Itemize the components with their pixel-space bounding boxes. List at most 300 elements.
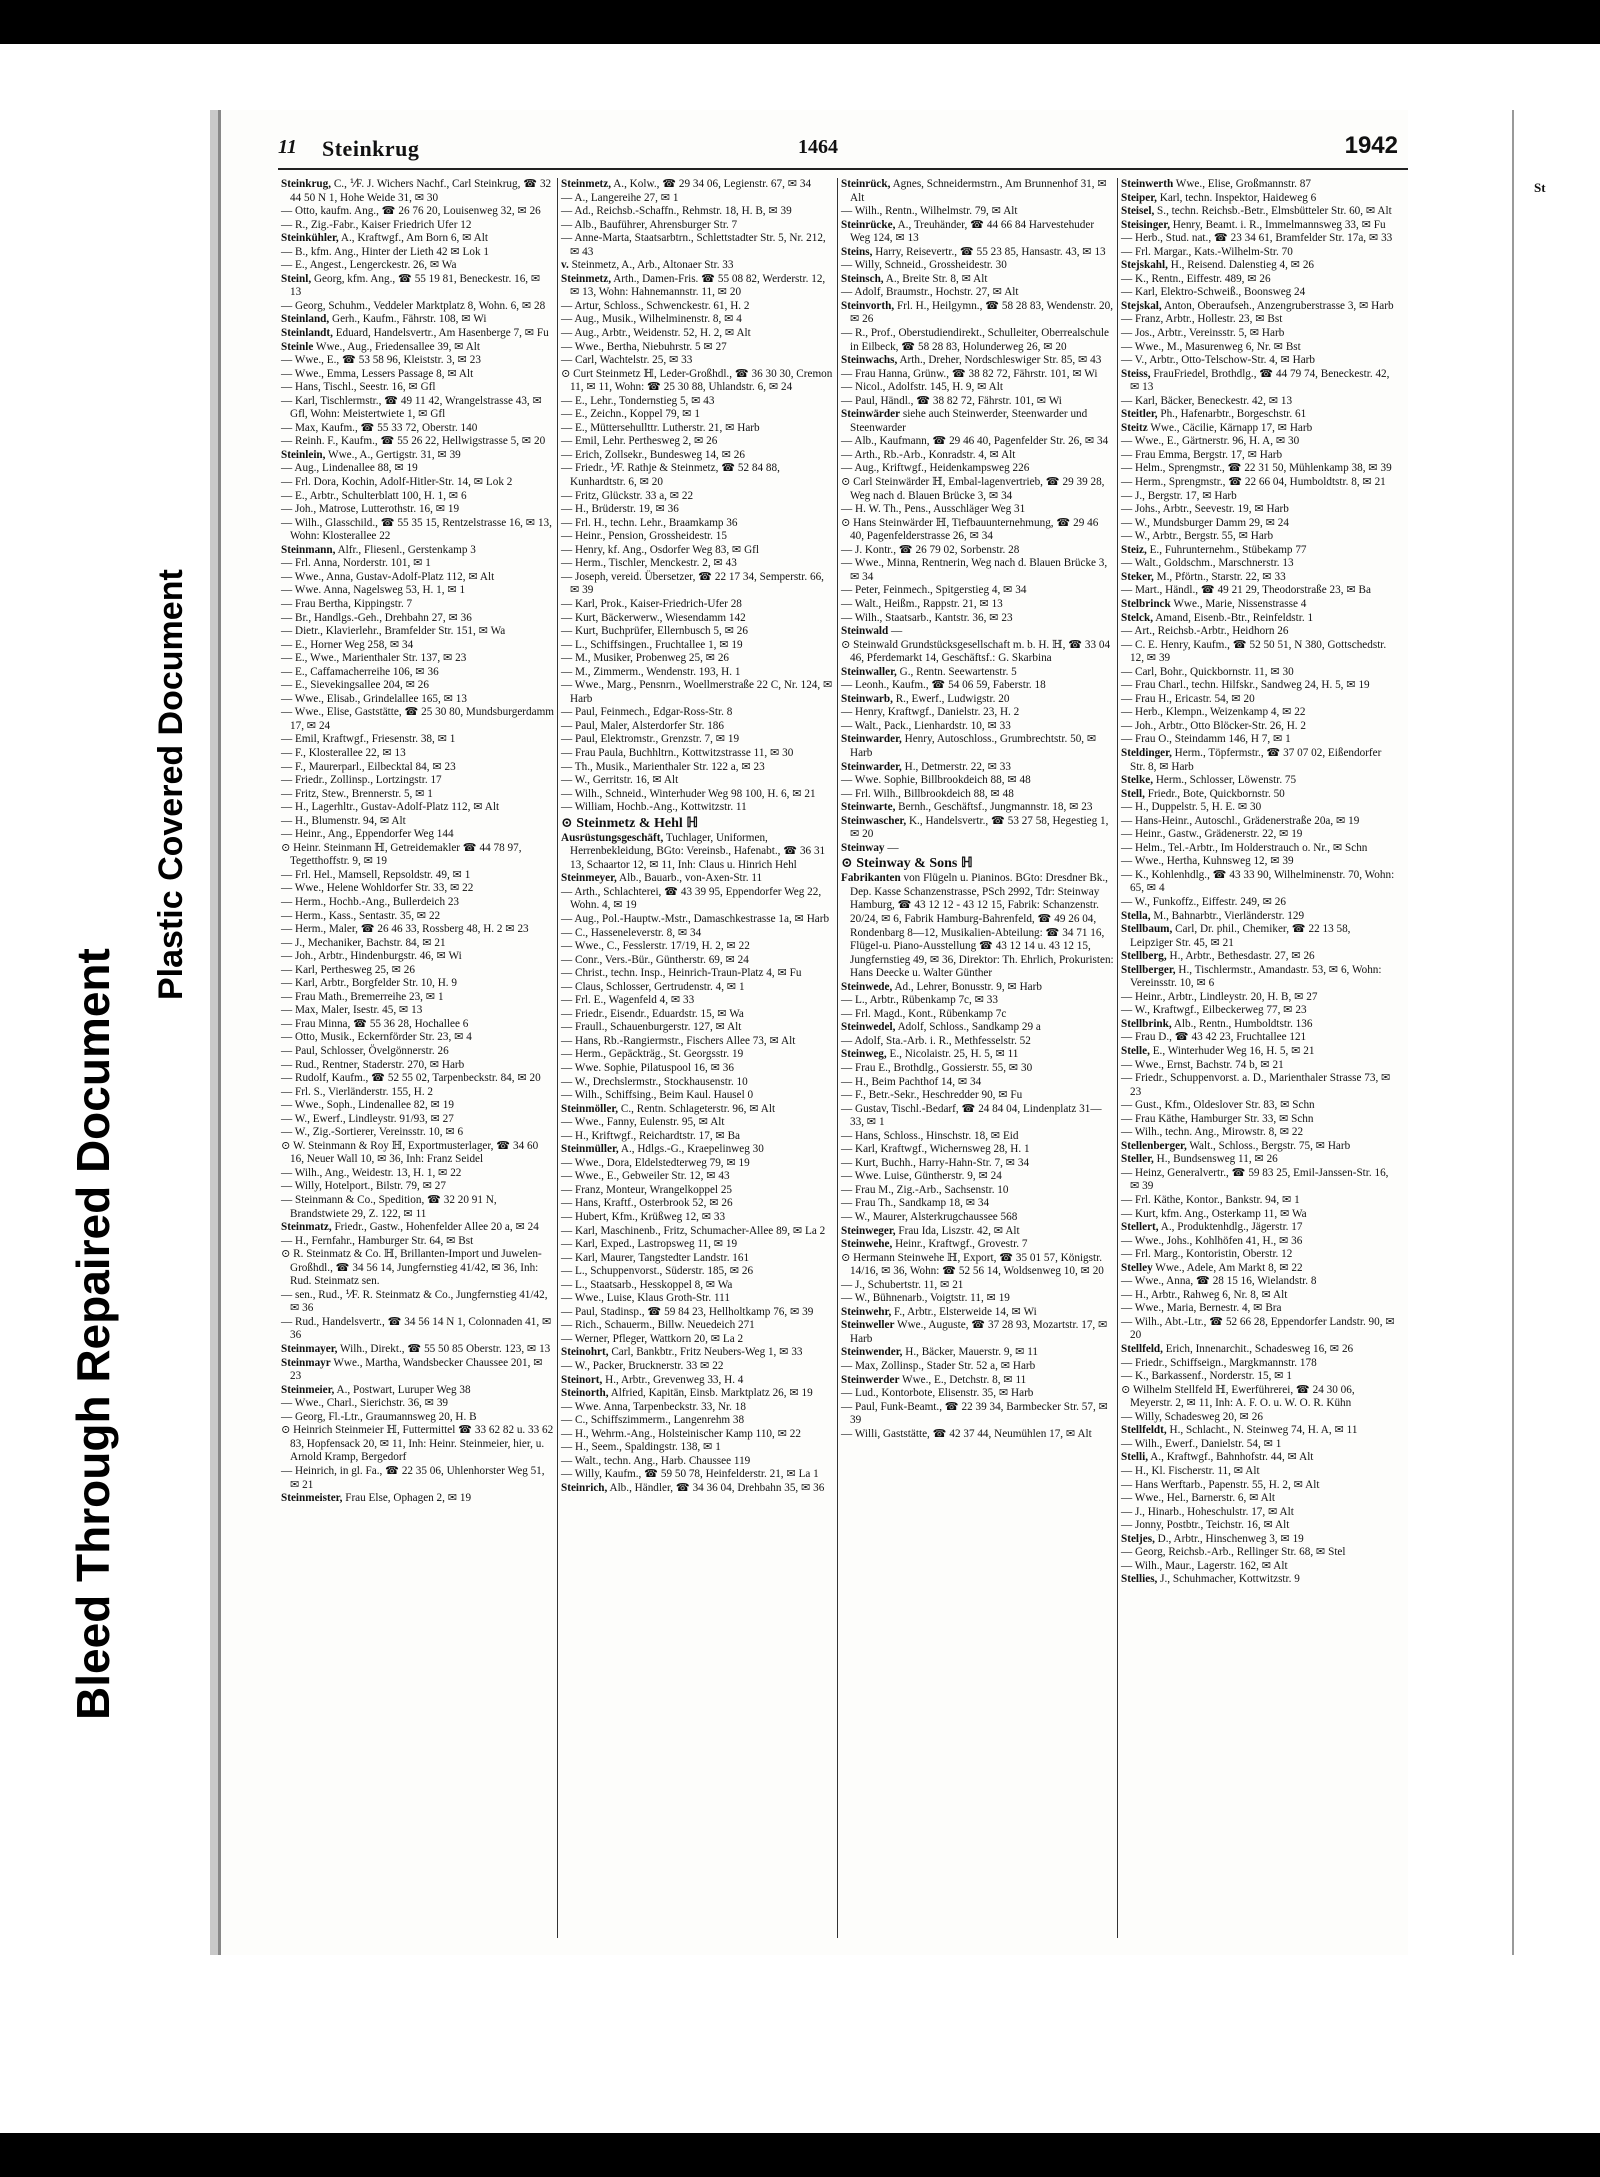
- directory-entry: — W., Gerritstr. 16, ✉ Alt: [561, 774, 679, 787]
- directory-entry: Steinweller Wwe., Auguste, ☎ 37 28 93, Mozartstr. 17, ✉ Harb: [841, 1319, 1108, 1345]
- directory-entry: — L., Schuppenvorst., Süderstr. 185, ✉ 26: [561, 1265, 754, 1278]
- directory-entry: — Artur, Schloss., Schwenckestr. 61, H. 2: [561, 299, 750, 312]
- directory-entry: — Karl, Elektro-Schweiß., Boonsweg 24: [1121, 286, 1306, 299]
- directory-entry: — Willy, Schadesweg 20, ✉ 26: [1121, 1410, 1263, 1423]
- directory-entry: Stellfeld, Erich, Innenarchit., Schadesweg 16, ✉ 26: [1121, 1343, 1354, 1356]
- directory-entry: — H., Kl. Fischerstr. 11, ✉ Alt: [1121, 1464, 1260, 1477]
- directory-entry: Stellberger, H., Tischlermstr., Amandastr. 53, ✉ 6, Wohn: Vereinsstr. 10, ✉ 6: [1121, 963, 1382, 990]
- directory-entry: — Frl. E., Wagenfeld 4, ✉ 33: [561, 994, 695, 1007]
- directory-entry: — L., Schiffsingen., Fruchtallee 1, ✉ 19: [561, 638, 743, 651]
- directory-entry: — Otto, Musik., Eckernförder Str. 23, ✉ 4: [281, 1031, 472, 1044]
- directory-entry: — Paul, Funk-Beamt., ☎ 22 39 34, Barmbecker Str. 57, ✉ 39: [841, 1400, 1108, 1427]
- directory-entry: Steinorth, Alfried, Kapitän, Einsb. Marktplatz 26, ✉ 19: [561, 1387, 813, 1400]
- directory-entry: — E., Wwe., Marienthaler Str. 137, ✉ 23: [281, 652, 467, 665]
- header-year: 1942: [1344, 132, 1398, 159]
- directory-entry: — Frau E., Brothdlg., Gossierstr. 55, ✉ 30: [841, 1062, 1033, 1074]
- directory-entry: — Karl, Perthesweg 25, ✉ 26: [281, 963, 415, 976]
- directory-entry: — Hans, Rb.-Rangiermstr., Fischers Allee 73, ✉ Alt: [561, 1034, 796, 1047]
- column-3: [838, 178, 1118, 1938]
- directory-entry: — Aug., Arbtr., Weidenstr. 52, H. 2, ✉ Alt: [561, 327, 751, 340]
- directory-entry: — Frau Charl., techn. Hilfskr., Sandweg 24, H. 5, ✉ 19: [1121, 679, 1370, 692]
- directory-entry: Steinmayer, Wilh., Direkt., ☎ 55 50 85 Oberstr. 123, ✉ 13: [281, 1343, 551, 1356]
- directory-entry: — Herm., Sprengmstr., ☎ 22 66 04, Humboldtstr. 8, ✉ 21: [1121, 476, 1386, 489]
- directory-entry: — M., Musiker, Probenweg 25, ✉ 26: [561, 652, 730, 665]
- directory-entry: — Wwe., Charl., Sierichstr. 36, ✉ 39: [281, 1397, 449, 1410]
- directory-entry: — Frau Käthe, Hamburger Str. 33, ✉ Schn: [1121, 1112, 1314, 1125]
- directory-entry: — H., Arbtr., Rahweg 6, Nr. 8, ✉ Alt: [1121, 1288, 1288, 1301]
- directory-entry: — J., Hinarb., Hoheschulstr. 17, ✉ Alt: [1121, 1505, 1294, 1518]
- directory-entry: — Karl, Bäcker, Beneckestr. 42, ✉ 13: [1121, 394, 1293, 407]
- directory-entry: — Frau D., ☎ 43 42 23, Fruchtallee 121: [1121, 1031, 1307, 1044]
- directory-entry: — Frau Hanna, Grünw., ☎ 38 82 72, Fährstr. 101, ✉ Wi: [841, 367, 1098, 380]
- directory-entry: — E., Sievekingsallee 204, ✉ 26: [281, 679, 429, 692]
- directory-entry: — Herm., Tischler, Menckestr. 2, ✉ 43: [561, 557, 737, 570]
- directory-entry: — B., kfm. Ang., Hinter der Lieth 42 ✉ Lok 1: [281, 245, 489, 258]
- directory-entry: — Max, Maler, Isestr. 45, ✉ 13: [281, 1004, 423, 1017]
- directory-entry: — H., Lagerhltr., Gustav-Adolf-Platz 112, ✉ Alt: [281, 801, 500, 814]
- directory-entry: — Friedr., Eisendr., Eduardstr. 15, ✉ Wa: [561, 1007, 744, 1020]
- directory-entry: Steinwerth Wwe., Elise, Großmannstr. 87: [1121, 178, 1311, 190]
- directory-entry: ⊙ W. Steinmann & Roy ℍ, Exportmusterlager, ☎ 34 60 16, Neuer Wall 10, ✉ 36, Inh: Franz Seidel: [281, 1139, 539, 1166]
- adjacent-page-edge: [1512, 110, 1600, 1955]
- directory-entry: — H., Seem., Spaldingstr. 138, ✉ 1: [561, 1441, 721, 1454]
- directory-entry: — Heinr., Arbtr., Lindleystr. 20, H. B, ✉ 27: [1121, 990, 1318, 1003]
- directory-entry: — Steinmann & Co., Spedition, ☎ 32 20 91 N, Brandstwiete 29, Z. 122, ✉ 11: [281, 1194, 497, 1220]
- directory-entry: Steinlein, Wwe., A., Gertigstr. 31, ✉ 39: [281, 448, 461, 461]
- directory-entry: — Hans, Tischl., Seestr. 16, ✉ Gfl: [281, 381, 436, 394]
- column-1: [278, 178, 558, 1938]
- directory-entry: — W., Arbtr., Bergstr. 55, ✉ Harb: [1121, 530, 1274, 543]
- directory-entry: — H. W. Th., Pens., Ausschläger Weg 31: [841, 503, 1026, 516]
- directory-entry: Steisinger, Henry, Beamt. i. R., Immelmannsweg 33, ✉ Fu: [1121, 218, 1386, 231]
- directory-entry: — Wilh., Schiffsing., Beim Kaul. Hausel 0: [561, 1089, 754, 1102]
- directory-entry: ⊙ Hans Steinwärder ℍ, Tiefbauunternehmung, ☎ 29 46 40, Pagenfelderstrasse 26, ✉ 34: [841, 516, 1099, 543]
- directory-entry: ⊙ R. Steinmatz & Co. ℍ, Brillanten-Import und Juwelen-Großhdl., ☎ 34 56 14, Jungfernstieg 41/42, ✉ 36, Inh: Rud. Steinmatz sen.: [281, 1248, 542, 1288]
- directory-entry: — Wilh., Maur., Lagerstr. 162, ✉ Alt: [1121, 1559, 1288, 1572]
- directory-entry: Stelke, Herm., Schlosser, Löwenstr. 75: [1121, 774, 1297, 787]
- directory-entry: — Wwe., Maria, Bernestr. 4, ✉ Bra: [1121, 1302, 1282, 1315]
- directory-entry: Steinweger, Frau Ida, Liszstr. 42, ✉ Alt: [841, 1224, 1020, 1237]
- directory-entry: Steinort, H., Arbtr., Grevenweg 33, H. 4: [561, 1373, 744, 1386]
- directory-entry: — Joseph, vereid. Übersetzer, ☎ 22 17 34, Semperstr. 66, ✉ 39: [561, 570, 824, 597]
- directory-entry: Stellfeldt, H., Schlacht., N. Steinweg 74, H. A, ✉ 11: [1121, 1424, 1358, 1437]
- directory-entry: — Willy, Kaufm., ☎ 59 50 78, Heinfelderstr. 21, ✉ La 1: [561, 1468, 819, 1481]
- directory-entry: — Adolf, Braumstr., Hochstr. 27, ✉ Alt: [841, 286, 1019, 299]
- directory-entry: Steinkrug, C., ⅟F. J. Wichers Nachf., Carl Steinkrug, ☎ 32 44 50 N 1, Hohe Weide 31, ✉ 30: [281, 178, 552, 204]
- directory-entry: — Ad., Reichsb.-Schaffn., Rehmstr. 18, H. B, ✉ 39: [561, 205, 792, 218]
- header-keyword: Steinkrug: [322, 136, 420, 161]
- directory-entry: — Frau M., Zig.-Arb., Sachsenstr. 10: [841, 1183, 1009, 1196]
- directory-entry: Steinwarder, H., Detmerstr. 22, ✉ 33: [841, 760, 1011, 773]
- directory-entry: — Georg, Schuhm., Veddeler Marktplatz 8, Wohn. 6, ✉ 28: [281, 299, 546, 312]
- directory-entry: — Aug., Lindenallee 88, ✉ 19: [281, 462, 418, 475]
- directory-entry: — Wilh., Schneid., Winterhuder Weg 98 100, H. 6, ✉ 21: [561, 787, 816, 800]
- directory-entry: — H., Fernfahr., Hamburger Str. 64, ✉ Bst: [281, 1234, 474, 1247]
- directory-entry: — Wwe., Minna, Rentnerin, Weg nach d. Blauen Brücke 3, ✉ 34: [841, 557, 1108, 583]
- directory-entry: Steinmöller, C., Rentn. Schlageterstr. 96, ✉ Alt: [561, 1102, 776, 1115]
- directory-entry: — Wwe., Helene Wohldorfer Str. 33, ✉ 22: [281, 882, 474, 895]
- directory-entry: — Friedr., ⅟F. Rathje & Steinmetz, ☎ 52 84 88, Kunhardtstr. 6, ✉ 20: [561, 462, 780, 489]
- directory-entry: — Gustav, Tischl.-Bedarf, ☎ 24 84 04, Lindenplatz 31—33, ✉ 1: [841, 1102, 1102, 1129]
- directory-entry: Steller, H., Bundsensweg 11, ✉ 26: [1121, 1153, 1278, 1166]
- directory-entry: — E., Lehr., Tondernstieg 5, ✉ 43: [561, 394, 715, 407]
- directory-entry: — Paul, Elektromstr., Grenzstr. 7, ✉ 19: [561, 733, 740, 746]
- directory-entry: — V., Arbtr., Otto-Telschow-Str. 4, ✉ Harb: [1121, 354, 1316, 367]
- directory-entry: Stelli, A., Kraftwgf., Bahnhofstr. 44, ✉ Alt: [1121, 1451, 1314, 1464]
- directory-entry: Steisel, S., techn. Reichsb.-Betr., Elmsbütteler Str. 60, ✉ Alt: [1121, 205, 1392, 218]
- directory-entry: — Paul, Feinmech., Edgar-Ross-Str. 8: [561, 706, 733, 719]
- directory-entry: — Frau H., Ericastr. 54, ✉ 20: [1121, 692, 1255, 705]
- scan-annotations: [30, 260, 200, 1720]
- directory-entry: — sen., Rud., ⅟F. R. Steinmatz & Co., Jungfernstieg 41/42, ✉ 36: [281, 1288, 548, 1315]
- directory-entry: Steljes, D., Arbtr., Hinschenweg 3, ✉ 19: [1121, 1532, 1304, 1545]
- directory-entry: — Frl. Margar., Kats.-Wilhelm-Str. 70: [1121, 245, 1293, 258]
- page-header: [278, 132, 1408, 170]
- directory-entry: Stellberg, H., Arbtr., Bethesdastr. 27, ✉ 26: [1121, 950, 1315, 963]
- directory-entry: — W., Packer, Brucknerstr. 33 ✉ 22: [561, 1360, 724, 1373]
- directory-entry: Steins, Harry, Reisevertr., ☎ 55 23 85, Hansastr. 43, ✉ 13: [841, 245, 1106, 258]
- directory-entry: — Heinr., Ang., Eppendorfer Weg 144: [281, 828, 454, 841]
- directory-entry: Steinwascher, K., Handelsvertr., ☎ 53 27 58, Hegestieg 1, ✉ 20: [841, 814, 1109, 841]
- directory-entry: — Walt., Goldschm., Marschnerstr. 13: [1121, 557, 1294, 570]
- directory-entry: Steinwede, Ad., Lehrer, Bonusstr. 9, ✉ Harb: [841, 980, 1042, 993]
- directory-entry: — F., Betr.-Sekr., Heschredder 90, ✉ Fu: [841, 1089, 1023, 1102]
- directory-entry: Stelbrinck Wwe., Marie, Nissenstrasse 4: [1121, 597, 1307, 610]
- directory-entry: — Wwe., Fanny, Eulenstr. 95, ✉ Alt: [561, 1116, 725, 1129]
- directory-entry: — Alb., Kaufmann, ☎ 29 46 40, Pagenfelder Str. 26, ✉ 34: [841, 435, 1109, 448]
- directory-entry: Stejskahl, H., Reisend. Dalenstieg 4, ✉ 26: [1121, 259, 1315, 272]
- directory-entry: — W., Ewerf., Lindleystr. 91/93, ✉ 27: [281, 1112, 454, 1125]
- directory-entry: — J., Bergstr. 17, ✉ Harb: [1121, 489, 1237, 502]
- directory-entry: — W., Bühnenarb., Voigtstr. 11, ✉ 19: [841, 1292, 1010, 1305]
- directory-entry: — Max, Zollinsp., Stader Str. 52 a, ✉ Harb: [841, 1360, 1036, 1373]
- directory-entry: — Hans, Kraftf., Osterbrook 52, ✉ 26: [561, 1197, 733, 1210]
- directory-entry: — R., Zig.-Fabr., Kaiser Friedrich Ufer 12: [281, 218, 472, 231]
- directory-entry: — Wwe. Anna, Nagelsweg 53, H. 1, ✉ 1: [281, 584, 466, 597]
- directory-entry: — Helm., Tel.-Arbtr., Im Holderstrauch o. Nr., ✉ Schn: [1121, 841, 1368, 854]
- directory-entry: — Wwe. Anna, Tarpenbeckstr. 33, Nr. 18: [561, 1400, 746, 1413]
- directory-entry: — Heinr., Pension, Grossheidestr. 15: [561, 530, 727, 543]
- directory-entry: — Paul, Maler, Alsterdorfer Str. 186: [561, 719, 724, 732]
- directory-entry: — J., Schubertstr. 11, ✉ 21: [841, 1278, 964, 1291]
- directory-entry: — Johs., Arbtr., Seevestr. 19, ✉ Harb: [1121, 503, 1289, 516]
- directory-entry: — Nicol., Adolfstr. 145, H. 9, ✉ Alt: [841, 381, 1003, 394]
- directory-entry: — F., Klosterallee 22, ✉ 13: [281, 746, 406, 759]
- directory-entry: — Heinrich, in gl. Fa., ☎ 22 35 06, Uhlenhorster Weg 51, ✉ 21: [281, 1464, 545, 1491]
- directory-entry: Steinwald —: [841, 625, 903, 638]
- directory-entry: Steitz Wwe., Cäcilie, Kärnapp 17, ✉ Harb: [1121, 421, 1313, 434]
- directory-entry: — Frl. Wilh., Billbrookdeich 88, ✉ 48: [841, 787, 1014, 800]
- directory-entry: — Gust., Kfm., Oldeslover Str. 83, ✉ Schn: [1121, 1099, 1315, 1112]
- directory-entry: — Wwe., Anna, ☎ 28 15 16, Wielandstr. 8: [1121, 1275, 1317, 1288]
- directory-entry: — Frl. Dora, Kochin, Adolf-Hitler-Str. 14, ✉ Lok 2: [281, 476, 513, 489]
- directory-entry: Steinmeyer, Alb., Bauarb., von-Axen-Str. 11: [561, 872, 763, 885]
- directory-entry: ⊙ Hermann Steinwehe ℍ, Export, ☎ 35 01 57, Königstr. 14/16, ✉ 36, Wohn: ☎ 52 56 14, Woldsenweg 10, ✉ 20: [841, 1251, 1104, 1278]
- directory-entry: — Arth., Rb.-Arb., Konradstr. 4, ✉ Alt: [841, 448, 1016, 461]
- directory-entry: Steinlandt, Eduard, Handelsvertr., Am Hasenberge 7, ✉ Fu: [281, 327, 549, 340]
- directory-entry: — Carl, Bohr., Quickbornstr. 11, ✉ 30: [1121, 665, 1294, 678]
- directory-entry: — Herm., Gepäckträg., St. Georgsstr. 19: [561, 1048, 744, 1061]
- directory-entry: — H., Brüderstr. 19, ✉ 36: [561, 503, 679, 516]
- directory-entry: — Frau Paula, Buchhltrn., Kottwitzstrasse 11, ✉ 30: [561, 746, 794, 759]
- directory-entry: — Walt., Pack., Lienhardstr. 10, ✉ 33: [841, 719, 1011, 732]
- directory-entry: — Walt., Heißm., Rappstr. 21, ✉ 13: [841, 597, 1003, 610]
- directory-entry: — Karl, Arbtr., Borgfelder Str. 10, H. 9: [281, 977, 457, 990]
- directory-entry: Steldinger, Herm., Töpfermstr., ☎ 37 07 02, Eißendorfer Str. 8, ✉ Harb: [1121, 746, 1382, 773]
- directory-entry: — Alb., Bauführer, Ahrensburger Str. 7: [561, 218, 738, 231]
- directory-entry: Steinwachs, Arth., Dreher, Nordschleswiger Str. 85, ✉ 43: [841, 354, 1102, 367]
- directory-entry: Steinle Wwe., Aug., Friedensallee 39, ✉ Alt: [281, 340, 481, 353]
- directory-entry: — Herb., Klempn., Weizenkamp 4, ✉ 22: [1121, 706, 1306, 719]
- directory-entry: Fabrikanten von Flügeln u. Pianinos. BGto: Dresdner Bk., Dep. Kasse Schanzenstrasse, PSch 2992, Tdr: Steinway Hamburg, ☎ 43 12 12 - 43 12 15, Fabrik: Schanzenstr. 20/24, ✉ 6, Fabrik Hamburg-Bahrenfeld, ☎ 49 26 04, Rondenbarg 8—12, Musikalien-Abteilung: ☎ 34 71 16, Flügel-u. Piano-Ausstellung ☎ 43 12 14 u. 43 12 15, Jungfernstieg 49, ✉ 36, Direktor: Th. Ehrlich, Prokuristen: Hans Deecke u. Walter Günther: [841, 872, 1114, 980]
- directory-entry: Steinwedel, Adolf, Schloss., Sandkamp 29 a: [841, 1021, 1041, 1034]
- directory-entry: — R., Prof., Oberstudiendirekt., Schulleiter, Oberrealschule in Eilbeck, ☎ 58 28 83, Holunderweg 26, ✉ 20: [841, 327, 1109, 353]
- directory-entry: — Friedr., Schiffseign., Margkmannstr. 178: [1121, 1356, 1317, 1369]
- directory-entry: Steinohrt, Carl, Bankbtr., Fritz Neubers-Weg 1, ✉ 33: [561, 1346, 803, 1359]
- directory-entry: — H., Kriftwgf., Reichardtstr. 17, ✉ Ba: [561, 1129, 741, 1142]
- directory-entry: — Frl. H., techn. Lehr., Braamkamp 36: [561, 516, 738, 529]
- directory-entry: — J., Mechaniker, Bachstr. 84, ✉ 21: [281, 936, 446, 949]
- directory-entry: — Wwe., Elise, Gaststätte, ☎ 25 30 80, Mundsburgerdamm 17, ✉ 24: [281, 706, 554, 732]
- directory-entry: — Frau Th., Sandkamp 18, ✉ 34: [841, 1197, 990, 1210]
- directory-entry: — C., Hasseneleverstr. 8, ✉ 34: [561, 926, 702, 939]
- directory-entry: — Frau Bertha, Kippingstr. 7: [281, 597, 413, 610]
- directory-entry: — H., Wehrm.-Ang., Holsteinischer Kamp 110, ✉ 22: [561, 1427, 801, 1440]
- directory-entry: — Hans Werftarb., Papenstr. 55, H. 2, ✉ Alt: [1121, 1478, 1320, 1491]
- directory-entry: — K., Kohlenhdlg., ☎ 43 33 90, Wilhelminenstr. 70, Wohn: 65, ✉ 4: [1121, 868, 1395, 895]
- directory-entry: — H., Beim Pachthof 14, ✉ 34: [841, 1075, 982, 1088]
- directory-entry: — Paul, Stadinsp., ☎ 59 84 23, Hellholtkamp 76, ✉ 39: [561, 1305, 814, 1318]
- scan-border-bottom: [0, 2133, 1600, 2177]
- directory-entry: — Kurt, Buchh., Harry-Hahn-Str. 7, ✉ 34: [841, 1156, 1030, 1169]
- directory-entry: — Wwe., Bertha, Niebuhrstr. 5 ✉ 27: [561, 340, 727, 353]
- directory-entry: — Joh., Arbtr., Otto Blöcker-Str. 26, H. 2: [1121, 719, 1306, 732]
- directory-entry: ⊙ Wilhelm Stellfeld ℍ, Ewerführerei, ☎ 24 30 06, Meyerstr. 2, ✉ 11, Inh: A. F. O. u. W. O. R. Kühn: [1121, 1383, 1355, 1410]
- directory-entry: v. Steinmetz, A., Arb., Altonaer Str. 33: [561, 259, 734, 272]
- directory-entry: — Conr., Vers.-Bür., Güntherstr. 69, ✉ 24: [561, 953, 749, 966]
- directory-entry: Steinmeister, Frau Else, Ophagen 2, ✉ 19: [281, 1492, 472, 1505]
- directory-entry: — Frl. Anna, Norderstr. 101, ✉ 1: [281, 557, 431, 570]
- directory-entry: — Wwe., Emma, Lessers Passage 8, ✉ Alt: [281, 367, 474, 380]
- directory-entry: — E., Angest., Lengerckestr. 26, ✉ Wa: [281, 259, 457, 272]
- directory-entry: Stella, M., Bahnarbtr., Vierländerstr. 129: [1121, 909, 1305, 922]
- directory-entry: Steiz, E., Fuhrunternehm., Stübekamp 77: [1121, 543, 1307, 556]
- directory-entry: — Art., Reichsb.-Arbtr., Heidhorn 26: [1121, 625, 1289, 638]
- directory-entry: — Wwe., Ernst, Bachstr. 74 b, ✉ 21: [1121, 1058, 1284, 1071]
- directory-entry: — Frl. Magd., Kont., Rübenkamp 7c: [841, 1007, 1007, 1020]
- directory-entry: — Frl. Hel., Mamsell, Repsoldstr. 49, ✉ 1: [281, 868, 471, 881]
- directory-entry: — Wilh., Staatsarb., Kantstr. 36, ✉ 23: [841, 611, 1013, 624]
- annotation-plastic-covered: Plastic Covered Document: [152, 569, 190, 1000]
- directory-entry: — Emil, Kraftwgf., Friesenstr. 38, ✉ 1: [281, 733, 456, 746]
- directory-entry: — Frau Minna, ☎ 55 36 28, Hochallee 6: [281, 1017, 469, 1030]
- directory-entry: Stell, Friedr., Bote, Quickbornstr. 50: [1121, 787, 1285, 800]
- directory-entry: — W., Zig.-Sortierer, Vereinsstr. 10, ✉ 6: [281, 1126, 464, 1139]
- directory-entry: — Rud., Handelsvertr., ☎ 34 56 14 N 1, Colonnaden 41, ✉ 36: [281, 1315, 552, 1342]
- directory-entry: — Hubert, Kfm., Krüßweg 12, ✉ 33: [561, 1211, 726, 1224]
- directory-entry: — Lud., Kontorbote, Elisenstr. 35, ✉ Harb: [841, 1387, 1034, 1400]
- directory-entry: Steinwerder Wwe., E., Detchstr. 8, ✉ 11: [841, 1373, 1027, 1386]
- directory-entry: — Hans, Schloss., Hinschstr. 18, ✉ Eid: [841, 1129, 1019, 1142]
- directory-entry: Steinsch, A., Breite Str. 8, ✉ Alt: [841, 272, 988, 285]
- directory-entry: ⊙ Steinway & Sons ℍ: [841, 856, 973, 872]
- directory-entry: — Wwe. Sophie, Pilatuspool 16, ✉ 36: [561, 1062, 734, 1074]
- directory-entry: — Karl, Exped., Lastropsweg 11, ✉ 19: [561, 1238, 738, 1251]
- directory-entry: — Karl, Maurer, Tangstedter Landstr. 161: [561, 1251, 750, 1264]
- directory-entry: — Erich, Zollsekr., Bundesweg 14, ✉ 26: [561, 448, 745, 461]
- directory-entry: — Hans-Heinr., Autoschl., Grädenerstraße 20a, ✉ 19: [1121, 814, 1360, 827]
- directory-entry: — Helm., Sprengmstr., ☎ 22 31 50, Mühlenkamp 38, ✉ 39: [1121, 462, 1392, 475]
- directory-entry: — Wilh., Rentn., Wilhelmstr. 79, ✉ Alt: [841, 205, 1018, 218]
- directory-entry: — Frau Math., Bremerreihe 23, ✉ 1: [281, 990, 444, 1003]
- directory-entry: — Wwe., Luise, Klaus Groth-Str. 111: [561, 1292, 730, 1305]
- directory-entry: — W., Funkoffz., Eiffestr. 249, ✉ 26: [1121, 895, 1286, 908]
- directory-entry: — Rich., Schauerm., Billw. Neuedeich 271: [561, 1319, 755, 1332]
- directory-entry: — Wwe., Soph., Lindenallee 82, ✉ 19: [281, 1099, 454, 1112]
- directory-entry: — Frau Emma, Bergstr. 17, ✉ Harb: [1121, 448, 1283, 461]
- directory-entry: — Aug., Musik., Wilhelminenstr. 8, ✉ 4: [561, 313, 742, 326]
- directory-entry: Steinwaller, G., Rentn. Seewartenstr. 5: [841, 665, 1017, 678]
- directory-entry: Steinmann, Alfr., Fliesenl., Gerstenkamp 3: [281, 543, 476, 556]
- directory-entry: Steinmayr Wwe., Martha, Wandsbecker Chaussee 201, ✉ 23: [281, 1356, 543, 1383]
- directory-entry: — Karl, Maschinenb., Fritz, Schumacher-Allee 89, ✉ La 2: [561, 1224, 826, 1237]
- directory-entry: Steker, M., Pförtn., Starstr. 22, ✉ 33: [1121, 570, 1286, 583]
- directory-entry: ⊙ Heinr. Steinmann ℍ, Getreidemakler ☎ 44 78 97, Tegetthoffstr. 9, ✉ 19: [281, 841, 522, 868]
- directory-entry: Steinrück, Agnes, Schneidermstrn., Am Brunnenhof 31, ✉ Alt: [841, 178, 1107, 204]
- directory-entry: — Henry, Kraftwgf., Danielstr. 23, H. 2: [841, 706, 1020, 719]
- directory-entry: Steinwarder, Henry, Autoschloss., Grumbrechtstr. 50, ✉ Harb: [841, 733, 1097, 759]
- directory-entry: — Wwe. Sophie, Billbrookdeich 88, ✉ 48: [841, 774, 1031, 787]
- directory-entry: — Willi, Gaststätte, ☎ 42 37 44, Neumühlen 17, ✉ Alt: [841, 1427, 1092, 1440]
- directory-entry: — Br., Handlgs.-Geh., Drehbahn 27, ✉ 36: [281, 611, 472, 624]
- directory-entry: — Fritz, Glückstr. 33 a, ✉ 22: [561, 489, 694, 502]
- directory-entry: — Heinr., Gastw., Grädenerstr. 22, ✉ 19: [1121, 828, 1303, 841]
- directory-entry: Steinmatz, Friedr., Gastw., Hohenfelder Allee 20 a, ✉ 24: [281, 1221, 539, 1234]
- directory-entry: — Wilh., Glasschild., ☎ 55 35 15, Rentzelstrasse 16, ✉ 13, Wohn: Klosterallee 22: [281, 516, 552, 543]
- directory-entry: — Fritz, Stew., Brennerstr. 5, ✉ 1: [281, 787, 433, 800]
- directory-entry: — Wilh., techn. Ang., Mirowstr. 8, ✉ 22: [1121, 1126, 1304, 1139]
- directory-entry: — Herm., Kass., Sentastr. 35, ✉ 22: [281, 909, 441, 922]
- directory-entry: — Wilh., Abt.-Ltr., ☎ 52 66 28, Eppendorfer Landstr. 90, ✉ 20: [1121, 1315, 1395, 1342]
- directory-columns: [278, 178, 1413, 1938]
- directory-entry: — Paul, Schlosser, Övelgönnerstr. 26: [281, 1045, 449, 1057]
- directory-entry: Steinrich, Alb., Händler, ☎ 34 36 04, Drehbahn 35, ✉ 36: [561, 1481, 825, 1494]
- directory-entry: Stellbaum, Carl, Dr. phil., Chemiker, ☎ 22 13 58, Leipziger Str. 45, ✉ 21: [1121, 923, 1351, 949]
- directory-entry: — Werner, Pfleger, Wattkorn 20, ✉ La 2: [561, 1332, 744, 1345]
- directory-entry: — E., Müttersehullttr. Lutherstr. 21, ✉ Harb: [561, 421, 760, 434]
- directory-entry: — Wwe., E., ☎ 53 58 96, Kleiststr. 3, ✉ 23: [281, 354, 481, 367]
- directory-entry: — Willy, Hotelport., Bilstr. 79, ✉ 27: [281, 1180, 446, 1193]
- directory-entry: — Wilh., Ang., Weidestr. 13, H. 1, ✉ 22: [281, 1166, 462, 1179]
- directory-entry: — Wwe., Marg., Pensnrn., Woellmerstraße 22 C, Nr. 124, ✉ Harb: [561, 679, 833, 705]
- directory-entry: Steinrücke, A., Treuhänder, ☎ 44 66 84 Harvestehuder Weg 124, ✉ 13: [841, 218, 1095, 245]
- directory-entry: — Herb., Stud. nat., ☎ 23 34 61, Bramfelder Str. 17a, ✉ 33: [1121, 232, 1393, 245]
- directory-entry: — E., Zeichn., Koppel 79, ✉ 1: [561, 408, 700, 421]
- directory-entry: — Karl, Kraftwgf., Wichernsweg 28, H. 1: [841, 1143, 1030, 1156]
- directory-entry: — Wwe., M., Masurenweg 6, Nr. ✉ Bst: [1121, 340, 1301, 353]
- directory-entry: — Herm., Maler, ☎ 26 46 33, Rossberg 48, H. 2 ✉ 23: [281, 923, 529, 936]
- directory-page: [210, 110, 1408, 1955]
- directory-entry: Steinkühler, A., Kraftwgf., Am Born 6, ✉ Alt: [281, 232, 488, 245]
- directory-entry: Steinvorth, Frl. H., Heilgymn., ☎ 58 28 83, Wendenstr. 20, ✉ 26: [841, 299, 1113, 326]
- directory-entry: Stejskal, Anton, Oberaufseh., Anzengruberstrasse 3, ✉ Harb: [1121, 299, 1394, 312]
- directory-entry: — Aug., Pol.-Hauptw.-Mstr., Damaschkestrasse 1a, ✉ Harb: [561, 912, 830, 925]
- directory-entry: — Wwe., Hertha, Kuhnsweg 12, ✉ 39: [1121, 855, 1294, 868]
- column-4: [1118, 178, 1398, 1938]
- directory-entry: — J. Kontr., ☎ 26 79 02, Sorbenstr. 28: [841, 543, 1020, 556]
- directory-entry: — Walt., techn. Ang., Harb. Chaussee 119: [561, 1454, 751, 1467]
- directory-entry: — Max, Kaufm., ☎ 55 33 72, Oberstr. 140: [281, 421, 478, 434]
- directory-entry: — Wwe., Johs., Kohlhöfen 41, H., ✉ 36: [1121, 1234, 1303, 1247]
- directory-entry: — Emil, Lehr. Perthesweg 2, ✉ 26: [561, 435, 718, 448]
- directory-entry: — Reinh. F., Kaufm., ☎ 55 26 22, Hellwigstrasse 5, ✉ 20: [281, 435, 546, 448]
- directory-entry: — W., Drechslermstr., Stockhausenstr. 10: [561, 1075, 748, 1088]
- directory-entry: — Joh., Matrose, Lutterothstr. 16, ✉ 19: [281, 503, 460, 516]
- directory-entry: Steinmetz, Arth., Damen-Fris. ☎ 55 08 82, Werderstr. 12, ✉ 13, Wohn: Hahnemannstr. 11, ✉ 20: [561, 272, 826, 299]
- directory-entry: — Karl, Tischlermstr., ☎ 49 11 42, Wrangelstrasse 43, ✉ Gfl, Wohn: Meistertwiete 1, ✉ Gfl: [281, 394, 542, 421]
- directory-entry: — Frau O., Steindamm 146, H 7, ✉ 1: [1121, 733, 1291, 746]
- directory-entry: — Karl, Prok., Kaiser-Friedrich-Ufer 28: [561, 597, 742, 610]
- directory-entry: ⊙ Carl Steinwärder ℍ, Embal-lagenvertrieb, ☎ 29 39 28, Weg nach d. Blauen Brücke 3, ✉ 34: [841, 476, 1105, 502]
- directory-entry: — Franz, Arbtr., Hollestr. 23, ✉ Bst: [1121, 313, 1283, 326]
- annotation-bleed-through: Bleed Through Repaired Document: [67, 948, 119, 1720]
- directory-entry: — Willy, Schneid., Grossheidestr. 30: [841, 259, 1007, 272]
- directory-entry: — Frl. S., Vierländerstr. 155, H. 2: [281, 1085, 434, 1098]
- header-page-number: 1464: [798, 136, 838, 158]
- directory-entry: — Adolf, Sta.-Arb. i. R., Methfesselstr. 52: [841, 1034, 1031, 1047]
- directory-entry: Steinwarb, R., Ewerf., Ludwigstr. 20: [841, 692, 1010, 705]
- directory-entry: Steinland, Gerh., Kaufm., Fährstr. 108, ✉ Wi: [281, 313, 487, 326]
- directory-entry: — E., Caffamacherreihe 106, ✉ 36: [281, 665, 439, 678]
- directory-entry: — Herm., Hochb.-Ang., Bullerdeich 23: [281, 895, 460, 908]
- directory-entry: — Franz, Monteur, Wrangelkoppel 25: [561, 1183, 733, 1196]
- directory-entry: — Heinz, Generalvertr., ☎ 59 83 25, Emil-Janssen-Str. 16, ✉ 39: [1121, 1166, 1389, 1193]
- directory-entry: — W., Kraftwgf., Eilbeckerweg 77, ✉ 23: [1121, 1004, 1307, 1017]
- directory-entry: Steinwarte, Bernh., Geschäftsf., Jungmannstr. 18, ✉ 23: [841, 801, 1093, 814]
- directory-entry: ⊙ Steinmetz & Hehl ℍ: [561, 815, 699, 831]
- directory-entry: — F., Maurerparl., Eilbecktal 84, ✉ 23: [281, 760, 456, 773]
- directory-entry: — Wwe., Elisab., Grindelallee 165, ✉ 13: [281, 692, 467, 705]
- directory-entry: — Georg, Fl.-Ltr., Graumannsweg 20, H. B: [281, 1410, 477, 1423]
- directory-entry: — Kurt, Buchprüfer, Ellernbusch 5, ✉ 26: [561, 625, 748, 638]
- directory-entry: — Otto, kaufm. Ang., ☎ 26 76 20, Louisenweg 32, ✉ 26: [281, 205, 541, 218]
- directory-entry: — Leonh., Kaufm., ☎ 54 06 59, Faberstr. 18: [841, 679, 1046, 692]
- directory-entry: Stellenberger, Walt., Schloss., Bergstr. 75, ✉ Harb: [1121, 1139, 1351, 1152]
- directory-entry: — K., Rentn., Eiffestr. 489, ✉ 26: [1121, 272, 1271, 285]
- directory-entry: — L., Staatsarb., Hesskoppel 8, ✉ Wa: [561, 1278, 733, 1291]
- directory-entry: — Christ., techn. Insp., Heinrich-Traun-Platz 4, ✉ Fu: [561, 967, 802, 980]
- directory-entry: Steinwehe, Heinr., Kraftwgf., Grovestr. 7: [841, 1238, 1028, 1251]
- directory-entry: — Friedr., Zollinsp., Lortzingstr. 17: [281, 774, 442, 787]
- directory-entry: — Joh., Arbtr., Hindenburgstr. 46, ✉ Wi: [281, 950, 462, 963]
- directory-entry: — Friedr., Schuppenvorst. a. D., Marienthaler Strasse 73, ✉ 23: [1121, 1072, 1391, 1098]
- directory-entry: — Georg, Reichsb.-Arb., Rellinger Str. 68, ✉ Stel: [1121, 1546, 1346, 1559]
- directory-entry: Steinmetz, A., Kolw., ☎ 29 34 06, Legienstr. 67, ✉ 34: [561, 178, 812, 190]
- directory-entry: — Arth., Schlachterei, ☎ 43 39 95, Eppendorfer Weg 22, Wohn. 4, ✉ 19: [561, 885, 822, 912]
- directory-entry: — L., Arbtr., Rübenkamp 7c, ✉ 33: [841, 994, 998, 1007]
- directory-entry: — Wwe., Dora, Eldelstedterweg 79, ✉ 19: [561, 1156, 750, 1169]
- directory-entry: Stellert, A., Produktenhdlg., Jägerstr. 17: [1121, 1221, 1303, 1234]
- directory-entry: — Wwe., Hel., Barnerstr. 6, ✉ Alt: [1121, 1492, 1275, 1505]
- directory-entry: — Jonny, Postbtr., Teichstr. 16, ✉ Alt: [1121, 1519, 1290, 1532]
- directory-entry: — Carl, Wachtelstr. 25, ✉ 33: [561, 354, 693, 367]
- header-column-number: 11: [278, 136, 297, 158]
- directory-entry: — Rud., Rentner, Staderstr. 270, ✉ Harb: [281, 1058, 465, 1071]
- directory-entry: — C. E. Henry, Kaufm., ☎ 52 50 51, N 380, Gottschedstr. 12, ✉ 39: [1121, 638, 1387, 665]
- directory-entry: — Anne-Marta, Staatsarbtrn., Schlettstadter Str. 5, Nr. 212, ✉ 43: [561, 232, 826, 258]
- directory-entry: — Wwe., E., Gebweiler Str. 12, ✉ 43: [561, 1170, 730, 1183]
- directory-entry: Steinweg, E., Nicolaistr. 25, H. 5, ✉ 11: [841, 1048, 1019, 1061]
